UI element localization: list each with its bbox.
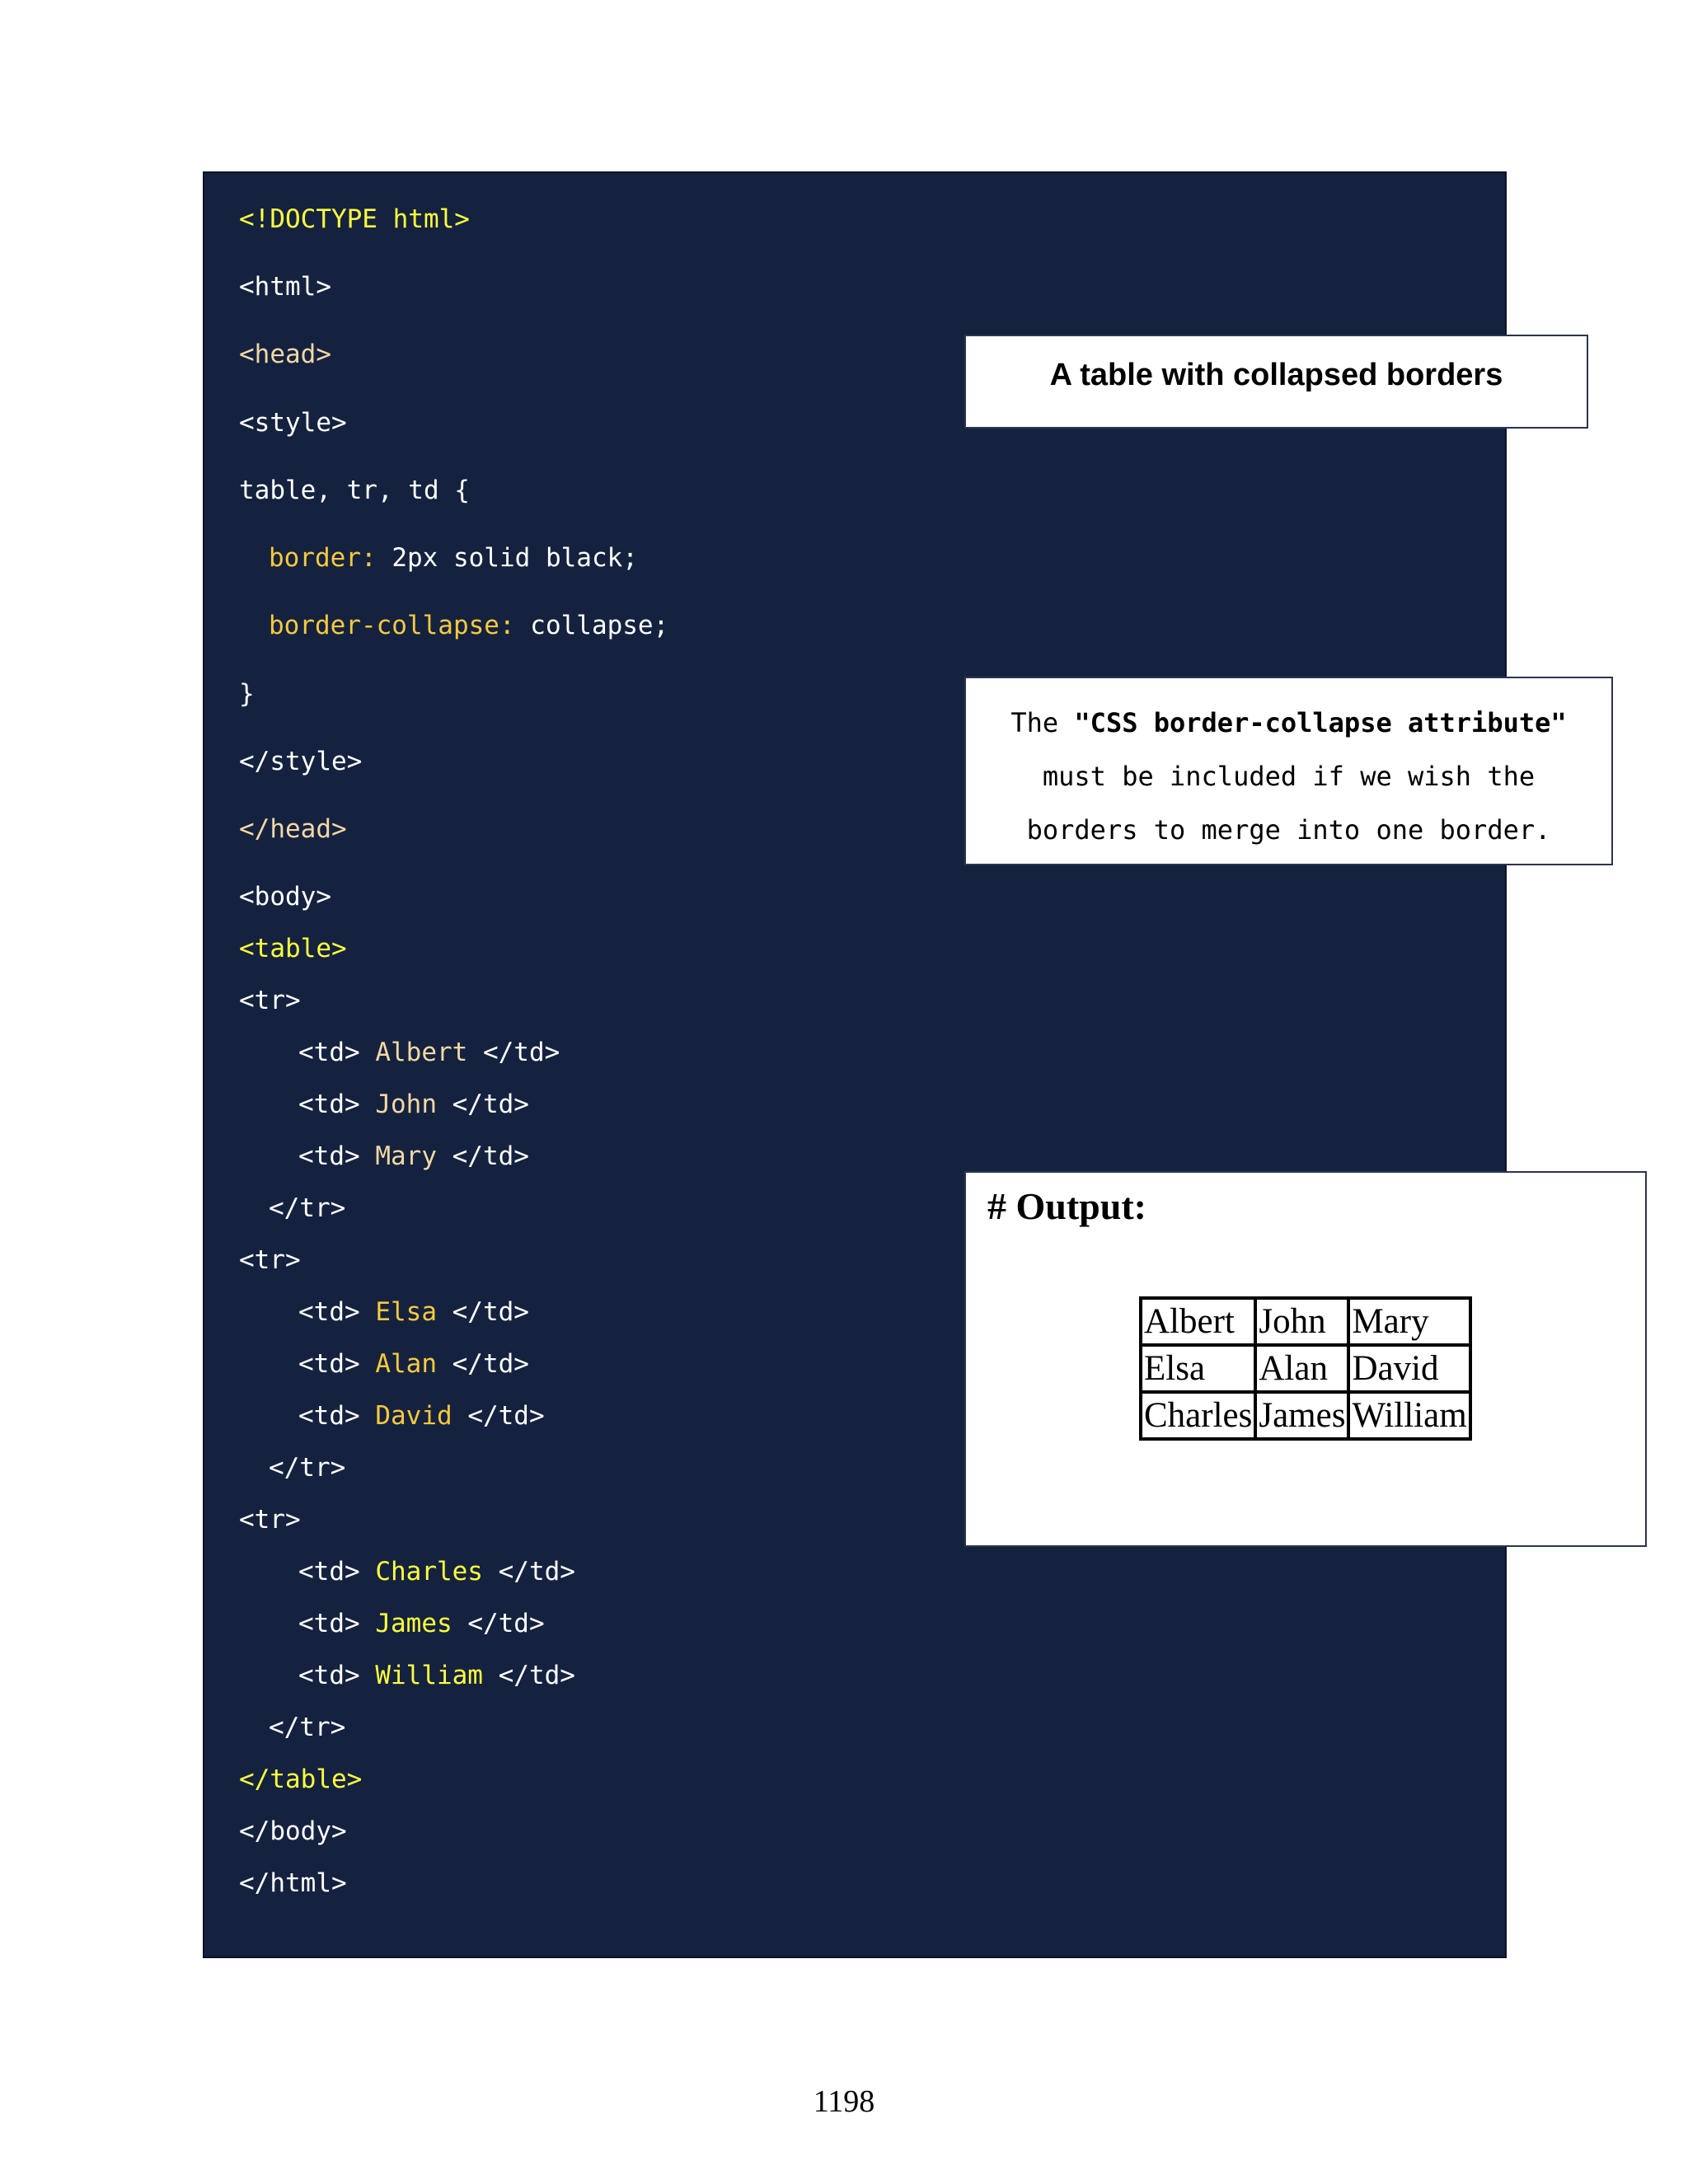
page-number: 1198	[813, 2084, 875, 2119]
code-line-tr-close: </tr>	[269, 1193, 346, 1223]
table-cell: Charles	[1141, 1392, 1255, 1439]
code-line-tr-open: <tr>	[239, 1245, 301, 1275]
code-cell-value: Elsa	[375, 1297, 437, 1327]
code-line-style-close: </style>	[239, 747, 363, 776]
code-line-td: <td> Charles </td>	[298, 1557, 575, 1586]
code-line-table-open: <table>	[239, 934, 347, 963]
description-line-1: The "CSS border-collapse attribute"	[1010, 707, 1567, 738]
code-line-tr-open: <tr>	[239, 986, 301, 1015]
code-line-style-open: <style>	[239, 408, 347, 438]
code-collapse-property: border-collapse:	[269, 611, 515, 640]
code-cell-value: David	[375, 1401, 452, 1431]
code-border-property: border:	[269, 543, 377, 573]
table-cell: Elsa	[1141, 1345, 1255, 1392]
table-row	[1141, 1345, 1470, 1392]
code-line-body-close: </body>	[239, 1816, 347, 1846]
code-collapse-value: collapse;	[514, 611, 669, 640]
code-line-td: <td> Elsa </td>	[298, 1297, 529, 1327]
code-line-tr-open: <tr>	[239, 1505, 301, 1535]
code-line-tr-close: </tr>	[269, 1713, 346, 1742]
table-cell: John	[1255, 1298, 1348, 1345]
code-line-border	[269, 541, 638, 574]
description-text	[966, 696, 1611, 857]
code-cell-value: John	[375, 1090, 437, 1119]
code-line-td: <td> David </td>	[298, 1401, 545, 1431]
table-cell: David	[1348, 1345, 1470, 1392]
code-line-head-open: <head>	[239, 340, 331, 369]
code-line-selector: table, tr, td {	[239, 476, 470, 505]
table-cell: Albert	[1141, 1298, 1255, 1345]
output-heading: # Output:	[987, 1185, 1146, 1227]
code-line-doctype: <!DOCTYPE html>	[239, 204, 470, 234]
code-cell-value: Albert	[375, 1038, 468, 1067]
code-line-tr-close: </tr>	[269, 1453, 346, 1483]
code-border-value: 2px solid black;	[376, 543, 638, 573]
code-line-td: <td> James </td>	[298, 1609, 545, 1638]
description-line-3: borders to merge into one border.	[1026, 814, 1551, 846]
code-line-brace-close: }	[239, 679, 255, 709]
code-cell-value: James	[375, 1609, 452, 1638]
code-cell-value: Alan	[375, 1349, 437, 1379]
table-row	[1141, 1392, 1470, 1439]
table-cell: Mary	[1348, 1298, 1470, 1345]
description-line-2: must be included if we wish the	[1042, 761, 1536, 792]
table-cell: James	[1255, 1392, 1348, 1439]
code-line-td: <td> Albert </td>	[298, 1038, 560, 1067]
code-cell-value: William	[375, 1661, 483, 1690]
code-line-html-open: <html>	[239, 272, 331, 302]
title-box	[964, 335, 1588, 429]
code-line-td: <td> William </td>	[298, 1661, 575, 1690]
code-line-body-open: <body>	[239, 882, 331, 912]
description-highlight: "CSS border-collapse attribute"	[1074, 707, 1567, 738]
output-box	[964, 1171, 1647, 1547]
code-line-table-close: </table>	[239, 1765, 363, 1794]
code-line-head-close: </head>	[239, 814, 347, 844]
code-line-html-close: </html>	[239, 1868, 347, 1898]
table-cell: William	[1348, 1392, 1470, 1439]
table-row	[1141, 1298, 1470, 1345]
code-cell-value: Mary	[375, 1141, 437, 1171]
code-cell-value: Charles	[375, 1557, 483, 1586]
code-panel	[203, 171, 1567, 1958]
code-line-td: <td> John </td>	[298, 1090, 529, 1119]
code-line-border-collapse	[269, 609, 668, 642]
description-box	[964, 677, 1613, 865]
output-table	[1139, 1296, 1472, 1441]
code-line-td: <td> Mary </td>	[298, 1141, 529, 1171]
table-cell: Alan	[1255, 1345, 1348, 1392]
code-line-td: <td> Alan </td>	[298, 1349, 529, 1379]
title-text: A table with collapsed borders	[1049, 358, 1503, 392]
